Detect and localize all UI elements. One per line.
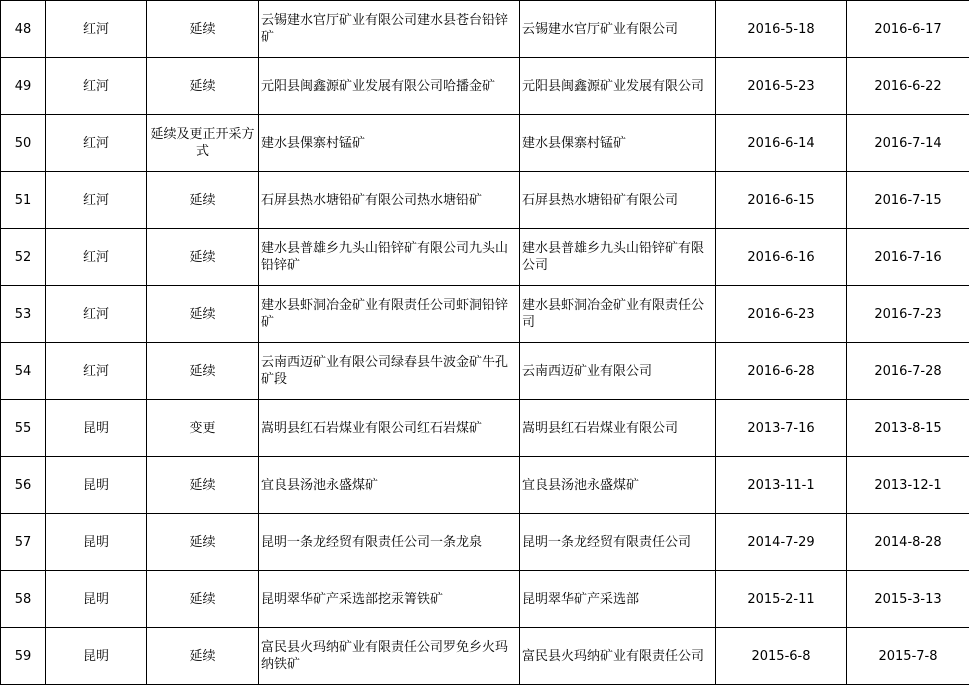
owner-cell: 建水县普雄乡九头山铅锌矿有限公司 xyxy=(520,229,716,286)
start-date-cell: 2016-6-14 xyxy=(716,115,847,172)
row-number-cell: 54 xyxy=(1,343,46,400)
row-number-cell: 52 xyxy=(1,229,46,286)
table-row xyxy=(1,172,969,229)
table-row xyxy=(1,628,969,685)
mine-name-cell: 建水县普雄乡九头山铅锌矿有限公司九头山铅锌矿 xyxy=(259,229,520,286)
region-cell: 红河 xyxy=(46,229,147,286)
end-date-cell: 2016-7-14 xyxy=(847,115,969,172)
row-number-cell: 55 xyxy=(1,400,46,457)
owner-cell: 嵩明县红石岩煤业有限公司 xyxy=(520,400,716,457)
mine-name-cell: 云锡建水官厅矿业有限公司建水县苍台铅锌矿 xyxy=(259,1,520,58)
end-date-cell: 2016-7-28 xyxy=(847,343,969,400)
region-cell: 昆明 xyxy=(46,628,147,685)
table-row xyxy=(1,400,969,457)
row-number-cell: 56 xyxy=(1,457,46,514)
mine-name-cell: 云南西迈矿业有限公司绿春县牛波金矿牛孔矿段 xyxy=(259,343,520,400)
mine-name-cell: 富民县火玛纳矿业有限责任公司罗免乡火玛纳铁矿 xyxy=(259,628,520,685)
start-date-cell: 2014-7-29 xyxy=(716,514,847,571)
region-cell: 红河 xyxy=(46,115,147,172)
application-type-cell: 延续 xyxy=(147,1,259,58)
start-date-cell: 2016-6-16 xyxy=(716,229,847,286)
table-row xyxy=(1,229,969,286)
application-type-cell: 延续及更正开采方式 xyxy=(147,115,259,172)
table-row xyxy=(1,286,969,343)
row-number-cell: 49 xyxy=(1,58,46,115)
owner-cell: 建水县虾洞冶金矿业有限责任公司 xyxy=(520,286,716,343)
table-row xyxy=(1,571,969,628)
application-type-cell: 延续 xyxy=(147,229,259,286)
start-date-cell: 2015-6-8 xyxy=(716,628,847,685)
owner-cell: 云锡建水官厅矿业有限公司 xyxy=(520,1,716,58)
region-cell: 昆明 xyxy=(46,400,147,457)
application-type-cell: 延续 xyxy=(147,58,259,115)
owner-cell: 宜良县汤池永盛煤矿 xyxy=(520,457,716,514)
start-date-cell: 2013-7-16 xyxy=(716,400,847,457)
start-date-cell: 2013-11-1 xyxy=(716,457,847,514)
end-date-cell: 2016-7-23 xyxy=(847,286,969,343)
end-date-cell: 2015-3-13 xyxy=(847,571,969,628)
region-cell: 昆明 xyxy=(46,514,147,571)
mine-name-cell: 昆明一条龙经贸有限责任公司一条龙泉 xyxy=(259,514,520,571)
end-date-cell: 2013-12-1 xyxy=(847,457,969,514)
mine-name-cell: 石屏县热水塘铅矿有限公司热水塘铅矿 xyxy=(259,172,520,229)
mine-name-cell: 元阳县闽鑫源矿业发展有限公司哈播金矿 xyxy=(259,58,520,115)
table-row xyxy=(1,514,969,571)
mine-name-cell: 建水县虾洞冶金矿业有限责任公司虾洞铅锌矿 xyxy=(259,286,520,343)
mine-name-cell: 昆明翠华矿产采选部挖汞箐铁矿 xyxy=(259,571,520,628)
start-date-cell: 2016-6-23 xyxy=(716,286,847,343)
start-date-cell: 2015-2-11 xyxy=(716,571,847,628)
owner-cell: 云南西迈矿业有限公司 xyxy=(520,343,716,400)
end-date-cell: 2016-6-17 xyxy=(847,1,969,58)
row-number-cell: 53 xyxy=(1,286,46,343)
table-row xyxy=(1,457,969,514)
end-date-cell: 2014-8-28 xyxy=(847,514,969,571)
application-type-cell: 延续 xyxy=(147,343,259,400)
mine-name-cell: 建水县倮寨村锰矿 xyxy=(259,115,520,172)
start-date-cell: 2016-6-28 xyxy=(716,343,847,400)
region-cell: 昆明 xyxy=(46,571,147,628)
mine-name-cell: 宜良县汤池永盛煤矿 xyxy=(259,457,520,514)
table-row xyxy=(1,1,969,58)
mine-name-cell: 嵩明县红石岩煤业有限公司红石岩煤矿 xyxy=(259,400,520,457)
region-cell: 红河 xyxy=(46,343,147,400)
row-number-cell: 51 xyxy=(1,172,46,229)
owner-cell: 元阳县闽鑫源矿业发展有限公司 xyxy=(520,58,716,115)
row-number-cell: 50 xyxy=(1,115,46,172)
application-type-cell: 变更 xyxy=(147,400,259,457)
start-date-cell: 2016-5-18 xyxy=(716,1,847,58)
region-cell: 红河 xyxy=(46,286,147,343)
region-cell: 红河 xyxy=(46,1,147,58)
region-cell: 昆明 xyxy=(46,457,147,514)
row-number-cell: 48 xyxy=(1,1,46,58)
end-date-cell: 2016-7-15 xyxy=(847,172,969,229)
end-date-cell: 2016-7-16 xyxy=(847,229,969,286)
application-type-cell: 延续 xyxy=(147,286,259,343)
application-type-cell: 延续 xyxy=(147,514,259,571)
region-cell: 红河 xyxy=(46,172,147,229)
application-type-cell: 延续 xyxy=(147,172,259,229)
application-type-cell: 延续 xyxy=(147,571,259,628)
start-date-cell: 2016-6-15 xyxy=(716,172,847,229)
row-number-cell: 58 xyxy=(1,571,46,628)
region-cell: 红河 xyxy=(46,58,147,115)
owner-cell: 昆明翠华矿产采选部 xyxy=(520,571,716,628)
table-body xyxy=(1,1,969,685)
application-type-cell: 延续 xyxy=(147,628,259,685)
owner-cell: 富民县火玛纳矿业有限责任公司 xyxy=(520,628,716,685)
owner-cell: 建水县倮寨村锰矿 xyxy=(520,115,716,172)
end-date-cell: 2013-8-15 xyxy=(847,400,969,457)
end-date-cell: 2016-6-22 xyxy=(847,58,969,115)
table-row xyxy=(1,115,969,172)
row-number-cell: 57 xyxy=(1,514,46,571)
start-date-cell: 2016-5-23 xyxy=(716,58,847,115)
owner-cell: 石屏县热水塘铅矿有限公司 xyxy=(520,172,716,229)
owner-cell: 昆明一条龙经贸有限责任公司 xyxy=(520,514,716,571)
table-row xyxy=(1,58,969,115)
application-type-cell: 延续 xyxy=(147,457,259,514)
end-date-cell: 2015-7-8 xyxy=(847,628,969,685)
row-number-cell: 59 xyxy=(1,628,46,685)
table-row xyxy=(1,343,969,400)
